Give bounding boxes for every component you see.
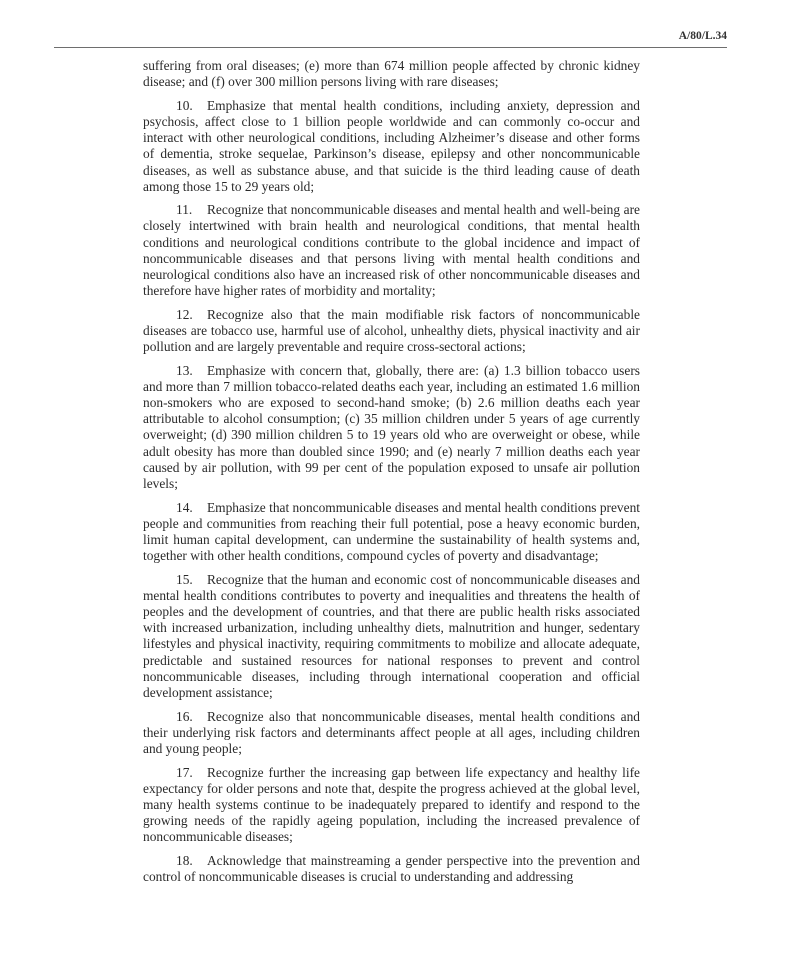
paragraph-number: 14.: [176, 499, 193, 515]
paragraph-number: 13.: [176, 362, 193, 378]
paragraph-15: [143, 572, 640, 702]
paragraph-text: Emphasize that noncommunicable diseases and mental health conditions prevent people and communities from reaching their full potential, pose a heavy economic burden, limit human capital development, can undermine the sustainability of health systems and, together with other health conditions, compound cycles of poverty and disadvantage;: [143, 499, 640, 564]
paragraph-13: [143, 363, 640, 493]
paragraph-number: 10.: [176, 97, 193, 113]
paragraph-text: Emphasize that mental health conditions, including anxiety, depression and psychosis, affect close to 1 billion people worldwide and can commonly co-occur and interact with other neurological conditions, including Alzheimer’s disease and other forms of dementia, stroke sequelae, Parkinson’s disease, epilepsy and other noncommunicable diseases, as well as substance abuse, and that suicide is the third leading cause of death among those 15 to 29 years old;: [143, 97, 640, 194]
paragraph-text: Recognize further the increasing gap between life expectancy and healthy life expectancy for older persons and note that, despite the progress achieved at the global level, many health systems continue to be inadequately prepared to identify and respond to the growing needs of the rapidly ageing population, including the increased prevalence of noncommunicable diseases;: [143, 764, 640, 845]
continuation-paragraph: suffering from oral diseases; (e) more than 674 million people affected by chronic kidney disease; and (f) over 300 million persons living with rare diseases;: [143, 58, 640, 90]
paragraph-text: Recognize also that the main modifiable risk factors of noncommunicable diseases are tobacco use, harmful use of alcohol, unhealthy diets, physical inactivity and air pollution and are largely preventable and require cross-sectoral actions;: [143, 306, 640, 355]
paragraph-11: [143, 202, 640, 299]
document-symbol: A/80/L.34: [678, 30, 727, 42]
paragraph-16: [143, 709, 640, 758]
paragraph-10: [143, 98, 640, 195]
paragraph-number: 17.: [176, 764, 193, 780]
paragraph-text: Recognize also that noncommunicable diseases, mental health conditions and their underlying risk factors and determinants affect people at all ages, including children and young people;: [143, 708, 640, 756]
paragraph-text: Recognize that noncommunicable diseases and mental health and well-being are closely intertwined with brain health and neurological conditions, that mental health conditions and neurological conditions contribute to the global incidence and impact of noncommunicable diseases and that persons living with mental health conditions and neurological conditions also have an increased risk of other noncommunicable diseases and therefore have higher rates of morbidity and mortality;: [143, 202, 640, 299]
paragraph-text: Emphasize with concern that, globally, there are: (a) 1.3 billion tobacco users and more than 7 million tobacco-related deaths each year, including an estimated 1.6 million non-smokers who are exposed to second-hand smoke; (b) 2.6 million deaths each year attributable to alcohol consumption; (c) 35 million children under 5 years of age currently overweight; (d) 390 million children 5 to 19 years old who are overweight or obese, while adult obesity has more than doubled since 1990; and (e) nearly 7 million deaths each year caused by air pollution, with 99 per cent of the population exposed to unsafe air pollution levels;: [143, 362, 640, 492]
paragraph-number: 11.: [176, 202, 193, 218]
header-rule: [54, 47, 727, 48]
paragraph-12: [143, 307, 640, 356]
paragraph-number: 18.: [176, 852, 193, 868]
paragraph-18: [143, 853, 640, 885]
document-body: [143, 58, 640, 893]
paragraph-text: Acknowledge that mainstreaming a gender perspective into the prevention and control of noncommunicable diseases is crucial to understanding and addressing: [143, 852, 640, 885]
paragraph-17: [143, 765, 640, 846]
paragraph-text: Recognize that the human and economic cost of noncommunicable diseases and mental health conditions contributes to poverty and inequalities and threatens the health of peoples and the development of countries, and that there are public health risks associated with increased urbanization, including unhealthy diets, malnutrition and hunger, sedentary lifestyles and physical inactivity, requiring commitments to mobilize and allocate adequate, predictable and sustained resources for national responses to prevent and control noncommunicable diseases, including through international cooperation and official development assistance;: [143, 571, 640, 701]
paragraph-number: 15.: [176, 571, 193, 587]
paragraph-14: [143, 500, 640, 565]
paragraph-number: 16.: [176, 708, 193, 724]
paragraph-number: 12.: [176, 306, 193, 322]
